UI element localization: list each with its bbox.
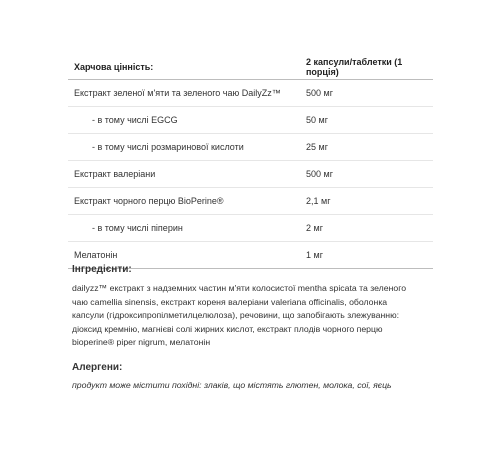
nutrition-row	[68, 161, 433, 188]
nutrition-header-row	[68, 55, 433, 80]
nutrition-row	[68, 80, 433, 107]
nutrition-table	[68, 55, 433, 269]
nutrition-subrow	[68, 134, 433, 161]
nutrient-amount: 1 мг	[300, 242, 433, 269]
nutrition-row	[68, 188, 433, 215]
allergens-text: продукт може містити похідні: злаків, що містять глютен, молока, сої, яєць	[72, 380, 392, 390]
nutrition-header-label: Харчова цінність:	[68, 55, 300, 80]
nutrient-name: - в тому числі EGCG	[68, 107, 300, 134]
nutrition-subrow	[68, 107, 433, 134]
nutrient-amount: 500 мг	[300, 161, 433, 188]
nutrient-name: Екстракт валеріани	[68, 161, 300, 188]
nutrient-amount: 2 мг	[300, 215, 433, 242]
ingredients-text: dailyzz™ екстракт з надземних частин м'яти колосистої mentha spicata та зеленого чаю camellia sinensis, екстракт кореня валеріани valeriana officinalis, оболонка капсули (гідроксипропілметилцелюлоза), речовини, що запобігають злежуванню: діоксид кремнію, магнієві солі жирних кислот, екстракт плодів чорного перцю bioperine® piper nigrum, мелатонін	[72, 283, 407, 347]
nutrient-amount: 50 мг	[300, 107, 433, 134]
nutrient-name: - в тому числі піперин	[68, 215, 300, 242]
ingredients-title: Інгредієнти:	[72, 264, 132, 275]
nutrient-name: Екстракт чорного перцю BioPerine®	[68, 188, 300, 215]
allergens-title: Алергени:	[72, 362, 123, 373]
nutrient-name: - в тому числі розмаринової кислоти	[68, 134, 300, 161]
nutrition-header-amount: 2 капсули/таблетки (1 порція)	[300, 55, 433, 80]
nutrient-name: Мелатонін	[68, 242, 300, 269]
nutrient-amount: 500 мг	[300, 80, 433, 107]
nutrition-subrow	[68, 215, 433, 242]
nutrient-name: Екстракт зеленої м'яти та зеленого чаю DailyZz™	[68, 80, 300, 107]
nutrient-amount: 25 мг	[300, 134, 433, 161]
nutrient-amount: 2,1 мг	[300, 188, 433, 215]
